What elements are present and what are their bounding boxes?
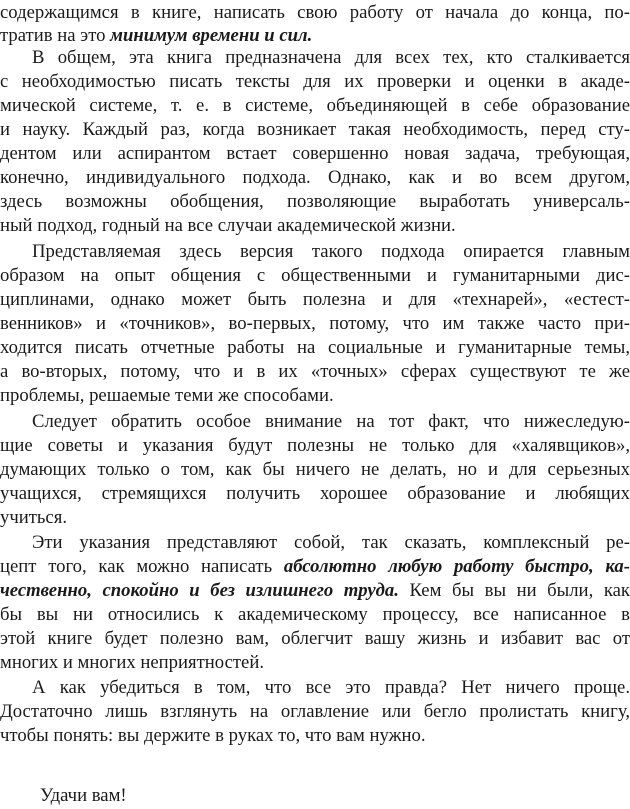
text-line: конечно, индивидуального подхода. Однако, как и во всем другом, <box>0 167 630 188</box>
text-line: думающих только о том, как бы ничего не делать, но и для серьезных <box>0 459 630 480</box>
text-run: тратив на это <box>0 25 111 46</box>
text-line: дентом или аспирантом встает совершенно новая задача, требующая, <box>0 143 630 164</box>
text-line: щие советы и указания будут полезны не только для «халявщиков», <box>0 435 630 456</box>
text-line: а во-вторых, потому, что и в их «точных» сферах существуют те же <box>0 361 630 382</box>
text-run: Кем бы вы ни были, как <box>398 580 630 601</box>
text-line: содержащимся в книге, написать свою работу от начала до конца, по- <box>0 2 630 23</box>
text-line: Следует обратить особое внимание на тот факт, что нижеследую- <box>32 411 630 432</box>
emphasis-text: чественно, спокойно и без излишнего труда. <box>0 580 399 601</box>
text-line: венников» и «точников», во-первых, потому, что им также часто при- <box>0 313 630 334</box>
text-line: этой книге будет полезно вам, облегчит вашу жизнь и избавит вас от <box>0 628 630 649</box>
emphasis-text: минимум времени и сил. <box>110 25 313 46</box>
text-line: с необходимостью писать тексты для их проверки и оценки в акаде- <box>0 71 630 92</box>
text-line: учащихся, стремящихся получить хорошее образование и любящих <box>0 483 630 504</box>
text-line: ный подход, годный на все случаи академической жизни. <box>0 215 456 236</box>
text-line: учиться. <box>0 507 67 528</box>
text-line: Достаточно лишь взглянуть на оглавление или бегло пролистать книгу, <box>0 701 630 722</box>
text-line: циплинами, однако может быть полезна и для «технарей», «естест- <box>0 289 630 310</box>
text-line: мической системе, т. е. в системе, объединяющей в себе образование <box>0 95 630 116</box>
closing-line: Удачи вам! <box>40 785 127 806</box>
text-line: и науку. Каждый раз, когда возникает такая необходимость, перед сту- <box>0 119 630 140</box>
text-line: Эти указания представляют собой, так сказать, комплексный ре- <box>32 532 630 553</box>
text-line: В общем, эта книга предназначена для всех тех, кто сталкивается <box>32 47 630 68</box>
emphasis-text: абсолютно любую работу быстро, ка- <box>283 556 630 577</box>
text-line: А как убедиться в том, что все это правда? Нет ничего проще. <box>32 677 630 698</box>
text-line: образом на опыт общения с общественными и гуманитарными дис- <box>0 265 630 286</box>
text-line: ходится писать отчетные работы на социальные и гуманитарные темы, <box>0 337 630 358</box>
text-line: чтобы понять: вы держите в руках то, что вам нужно. <box>0 725 426 746</box>
text-line: Представляемая здесь версия такого подхода опирается главным <box>32 241 630 262</box>
text-line: здесь возможны обобщения, позволяющие выработать универсаль- <box>0 191 630 212</box>
text-line: проблемы, решаемые теми же способами. <box>0 385 334 406</box>
text-run: цепт того, как можно написать <box>0 556 284 577</box>
text-line <box>0 578 630 604</box>
text-line: многих и многих неприятностей. <box>0 652 265 673</box>
text-line <box>0 554 630 580</box>
text-line: бы вы ни относились к академическому процессу, все написанное в <box>0 604 630 625</box>
